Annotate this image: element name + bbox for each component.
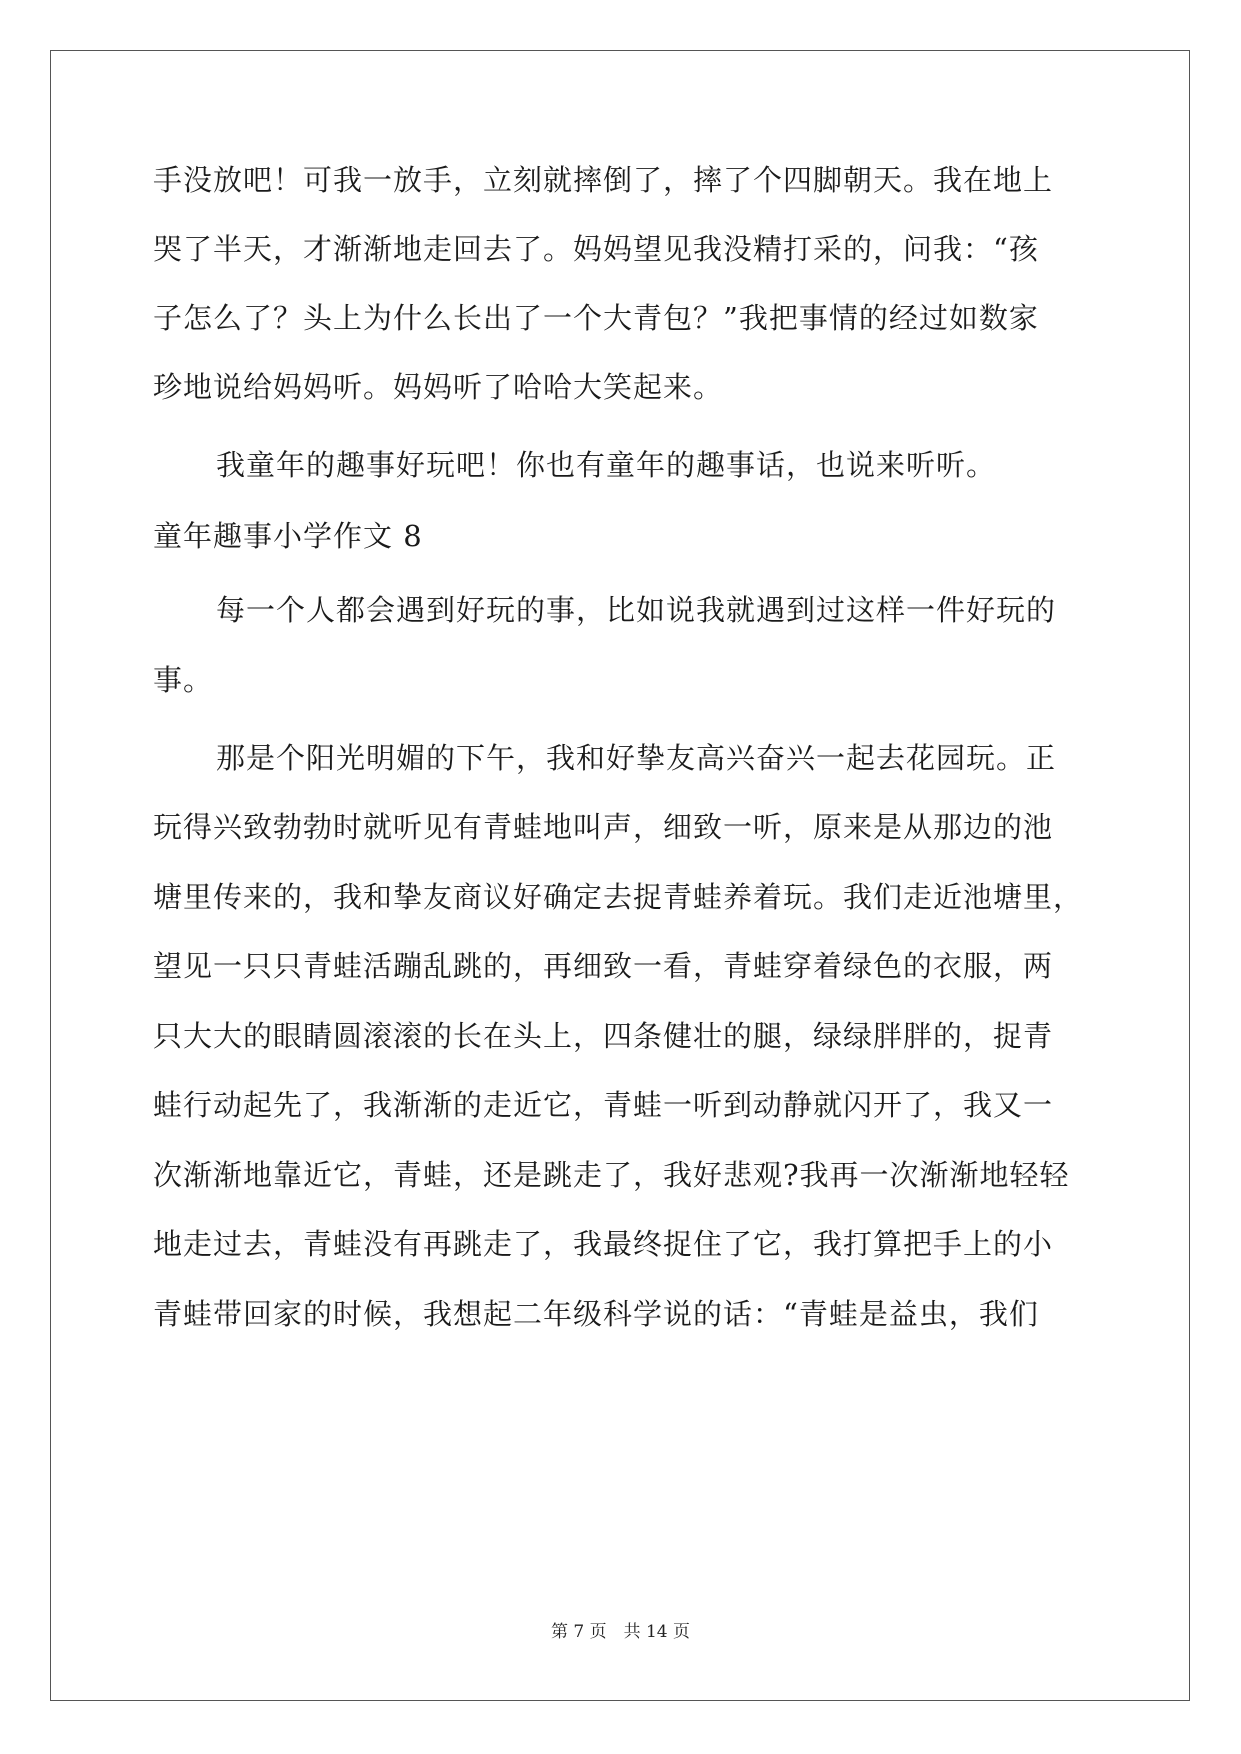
paragraph-line: 那是个阳光明媚的下午，我和好挚友高兴奋兴一起去花园玩。正 bbox=[216, 741, 1057, 775]
paragraph-line: 每一个人都会遇到好玩的事，比如说我就遇到过这样一件好玩的 bbox=[216, 593, 1057, 627]
text-line: 子怎么了？头上为什么长出了一个大青包？”我把事情的经过如数家 bbox=[153, 301, 1039, 335]
text-line: 青蛙带回家的时候，我想起二年级科学说的话：“青蛙是益虫，我们 bbox=[153, 1297, 1039, 1331]
text-line: 玩得兴致勃勃时就听见有青蛙地叫声，细致一听，原来是从那边的池 bbox=[153, 810, 1054, 844]
text-line: 手没放吧！可我一放手，立刻就摔倒了，摔了个四脚朝天。我在地上 bbox=[153, 163, 1054, 197]
text-line: 哭了半天，才渐渐地走回去了。妈妈望见我没精打采的，问我：“孩 bbox=[153, 232, 1039, 266]
text-line: 珍地说给妈妈听。妈妈听了哈哈大笑起来。 bbox=[153, 370, 724, 404]
text-line: 只大大的眼睛圆滚滚的长在头上，四条健壮的腿，绿绿胖胖的，捉青 bbox=[153, 1019, 1054, 1053]
text-line: 次渐渐地靠近它，青蛙，还是跳走了，我好悲观?我再一次渐渐地轻轻 bbox=[153, 1158, 1070, 1192]
paragraph-line: 我童年的趣事好玩吧！你也有童年的趣事话，也说来听听。 bbox=[216, 448, 997, 482]
text-line: 塘里传来的，我和挚友商议好确定去捉青蛙养着玩。我们走近池塘里， bbox=[153, 880, 1084, 914]
text-line: 蛙行动起先了，我渐渐的走近它，青蛙一听到动静就闪开了，我又一 bbox=[153, 1088, 1054, 1122]
page-number-footer: 第 7 页 共 14 页 bbox=[550, 1622, 691, 1642]
text-line: 事。 bbox=[153, 663, 214, 697]
section-heading: 童年趣事小学作文 8 bbox=[153, 519, 423, 553]
text-line: 望见一只只青蛙活蹦乱跳的，再细致一看，青蛙穿着绿色的衣服，两 bbox=[153, 949, 1054, 983]
text-line: 地走过去，青蛙没有再跳走了，我最终捉住了它，我打算把手上的小 bbox=[153, 1227, 1054, 1261]
